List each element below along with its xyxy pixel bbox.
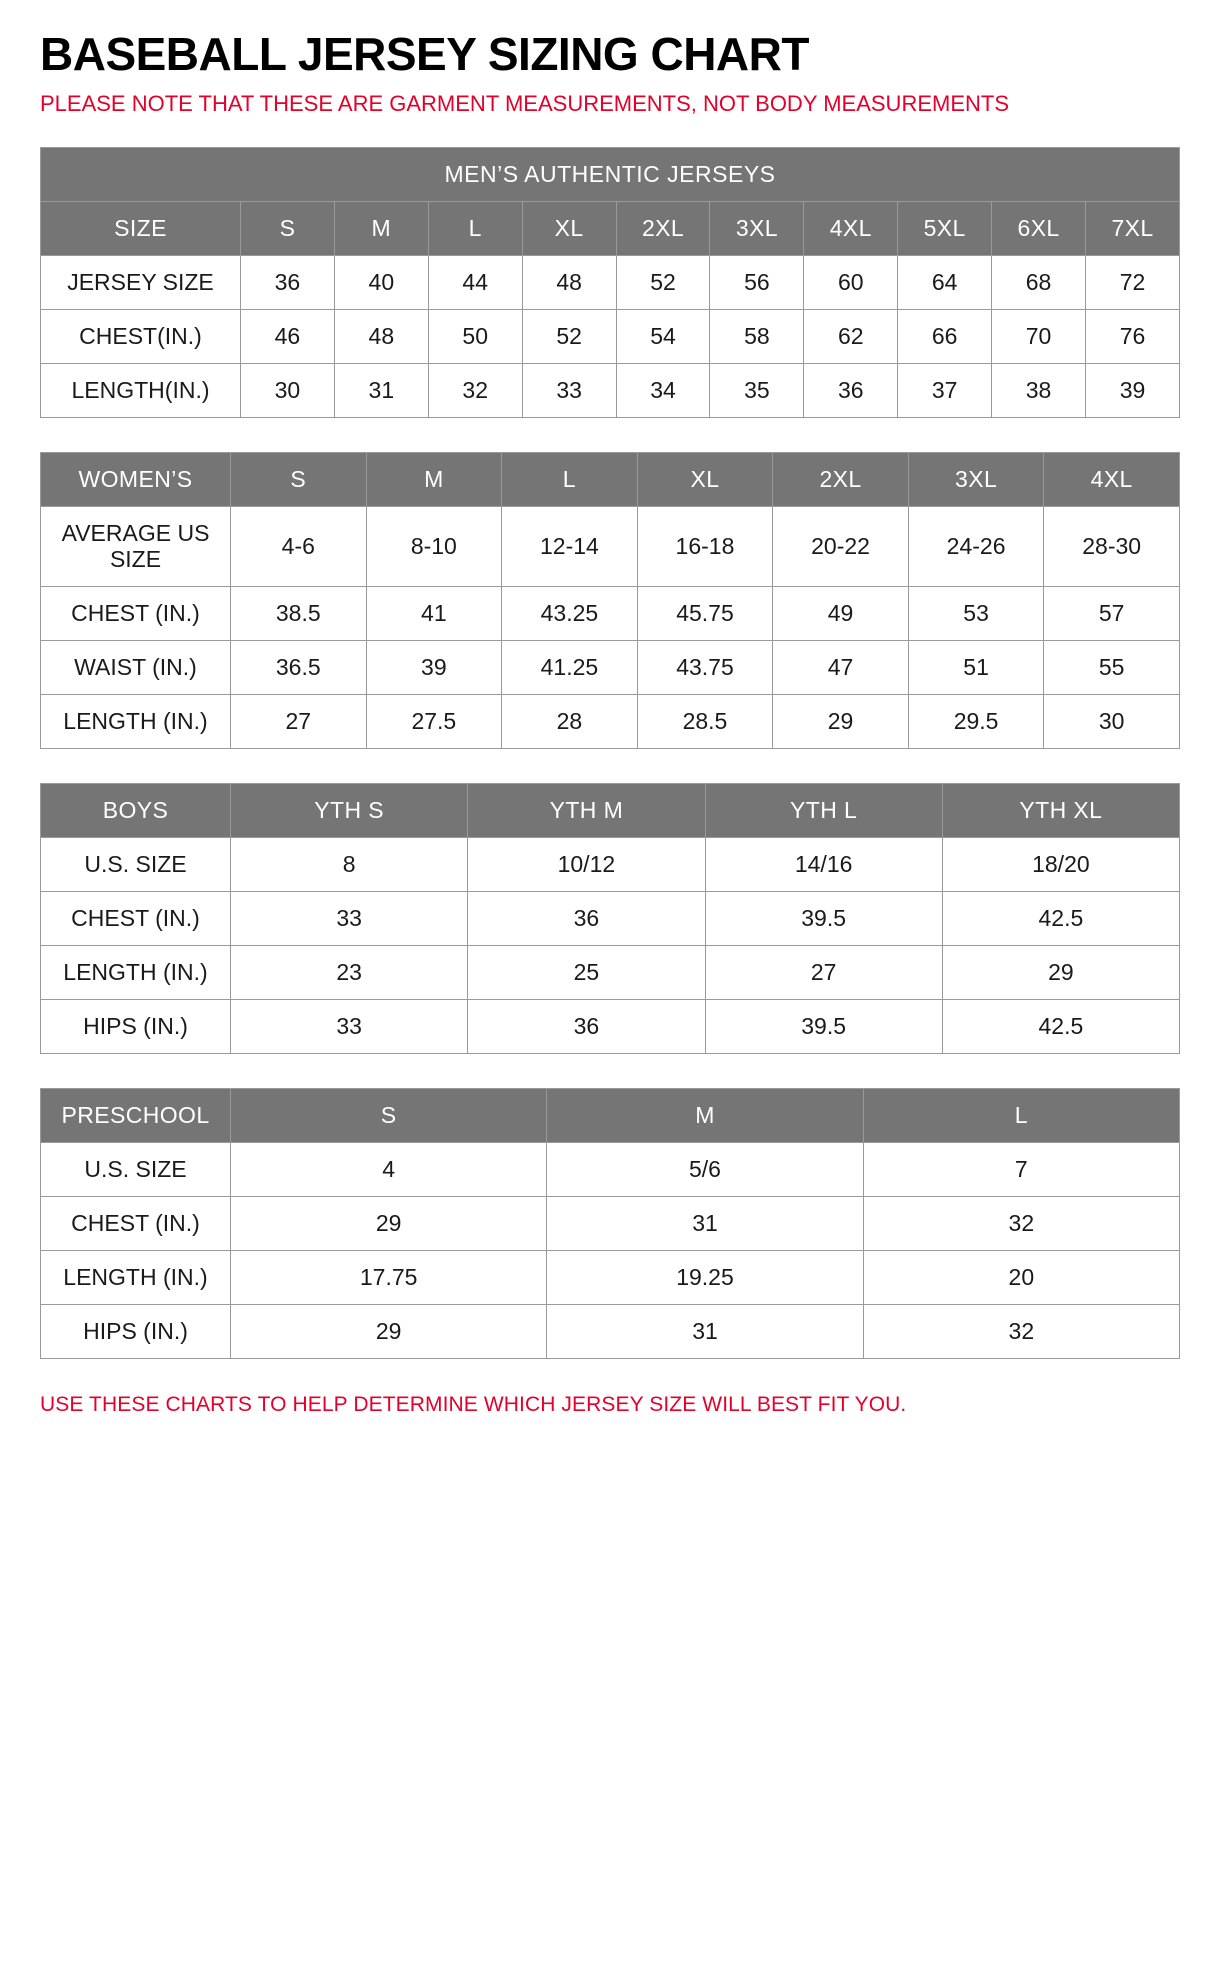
womens-row-1-val-0: 38.5: [231, 586, 367, 640]
womens-row-0-val-5: 24-26: [908, 506, 1044, 586]
mens-col-5: 2XL: [616, 201, 710, 255]
preschool-row-1-label: CHEST (IN.): [41, 1196, 231, 1250]
womens-header-row: [41, 452, 1180, 506]
mens-row-2-val-9: 39: [1086, 363, 1180, 417]
boys-row-2-val-1: 25: [468, 945, 705, 999]
table-row: [41, 891, 1180, 945]
womens-row-3-label: LENGTH (IN.): [41, 694, 231, 748]
table-row: [41, 363, 1180, 417]
womens-row-2-val-3: 43.75: [637, 640, 773, 694]
womens-row-1-val-6: 57: [1044, 586, 1180, 640]
preschool-col-3: L: [863, 1088, 1179, 1142]
boys-row-0-val-1: 10/12: [468, 837, 705, 891]
preschool-row-0-val-0: 4: [231, 1142, 547, 1196]
womens-row-2-val-2: 41.25: [502, 640, 638, 694]
mens-row-2-val-8: 38: [992, 363, 1086, 417]
womens-col-6: 3XL: [908, 452, 1044, 506]
mens-col-4: XL: [522, 201, 616, 255]
mens-col-0: SIZE: [41, 201, 241, 255]
womens-row-0-val-1: 8-10: [366, 506, 502, 586]
womens-col-4: XL: [637, 452, 773, 506]
boys-col-4: YTH XL: [942, 783, 1179, 837]
boys-col-3: YTH L: [705, 783, 942, 837]
womens-col-3: L: [502, 452, 638, 506]
preschool-row-3-val-2: 32: [863, 1304, 1179, 1358]
boys-row-1-val-0: 33: [231, 891, 468, 945]
womens-row-0-label: AVERAGE US SIZE: [41, 506, 231, 586]
mens-row-2-val-5: 35: [710, 363, 804, 417]
mens-row-0-val-3: 48: [522, 255, 616, 309]
mens-row-1-val-6: 62: [804, 309, 898, 363]
table-row: [41, 586, 1180, 640]
boys-header-row: [41, 783, 1180, 837]
mens-col-9: 6XL: [992, 201, 1086, 255]
mens-col-2: M: [334, 201, 428, 255]
womens-sizing-table: [40, 452, 1180, 749]
womens-row-3-val-4: 29: [773, 694, 909, 748]
boys-row-1-val-1: 36: [468, 891, 705, 945]
boys-col-2: YTH M: [468, 783, 705, 837]
mens-banner-row: [41, 147, 1180, 201]
boys-row-3-val-2: 39.5: [705, 999, 942, 1053]
mens-row-2-val-2: 32: [428, 363, 522, 417]
womens-row-2-val-1: 39: [366, 640, 502, 694]
preschool-row-2-val-0: 17.75: [231, 1250, 547, 1304]
preschool-row-2-val-1: 19.25: [547, 1250, 863, 1304]
mens-col-6: 3XL: [710, 201, 804, 255]
boys-table-body: [41, 783, 1180, 1053]
womens-row-2-label: WAIST (IN.): [41, 640, 231, 694]
mens-row-1-val-7: 66: [898, 309, 992, 363]
womens-col-0: WOMEN’S: [41, 452, 231, 506]
mens-row-1-val-5: 58: [710, 309, 804, 363]
mens-row-1-val-2: 50: [428, 309, 522, 363]
footer-note: USE THESE CHARTS TO HELP DETERMINE WHICH JERSEY SIZE WILL BEST FIT YOU.: [40, 1392, 907, 1416]
boys-row-3-val-3: 42.5: [942, 999, 1179, 1053]
mens-row-0-val-2: 44: [428, 255, 522, 309]
preschool-row-3-val-1: 31: [547, 1304, 863, 1358]
mens-col-7: 4XL: [804, 201, 898, 255]
womens-col-7: 4XL: [1044, 452, 1180, 506]
mens-row-2-label: LENGTH(IN.): [41, 363, 241, 417]
womens-row-2-val-5: 51: [908, 640, 1044, 694]
mens-col-10: 7XL: [1086, 201, 1180, 255]
womens-row-1-val-5: 53: [908, 586, 1044, 640]
preschool-row-0-val-2: 7: [863, 1142, 1179, 1196]
mens-row-0-val-8: 68: [992, 255, 1086, 309]
table-row: [41, 837, 1180, 891]
table-row: [41, 945, 1180, 999]
womens-row-3-val-5: 29.5: [908, 694, 1044, 748]
mens-col-8: 5XL: [898, 201, 992, 255]
mens-row-1-label: CHEST(IN.): [41, 309, 241, 363]
womens-row-0-val-6: 28-30: [1044, 506, 1180, 586]
preschool-row-0-label: U.S. SIZE: [41, 1142, 231, 1196]
mens-banner-label: MEN’S AUTHENTIC JERSEYS: [41, 147, 1180, 201]
mens-row-1-val-1: 48: [334, 309, 428, 363]
mens-table-body: [41, 147, 1180, 417]
preschool-row-1-val-1: 31: [547, 1196, 863, 1250]
boys-row-2-val-0: 23: [231, 945, 468, 999]
mens-row-0-val-1: 40: [334, 255, 428, 309]
mens-row-0-val-7: 64: [898, 255, 992, 309]
womens-row-0-val-3: 16-18: [637, 506, 773, 586]
boys-row-1-val-3: 42.5: [942, 891, 1179, 945]
table-row: [41, 1196, 1180, 1250]
womens-row-3-val-2: 28: [502, 694, 638, 748]
womens-row-3-val-1: 27.5: [366, 694, 502, 748]
boys-row-3-label: HIPS (IN.): [41, 999, 231, 1053]
boys-row-0-val-3: 18/20: [942, 837, 1179, 891]
womens-row-0-val-2: 12-14: [502, 506, 638, 586]
womens-row-1-val-4: 49: [773, 586, 909, 640]
mens-row-2-val-7: 37: [898, 363, 992, 417]
measurement-note: PLEASE NOTE THAT THESE ARE GARMENT MEASUREMENTS, NOT BODY MEASUREMENTS: [40, 91, 1010, 117]
mens-row-1-val-4: 54: [616, 309, 710, 363]
mens-col-3: L: [428, 201, 522, 255]
mens-col-1: S: [241, 201, 335, 255]
womens-row-0-val-0: 4-6: [231, 506, 367, 586]
mens-row-0-val-5: 56: [710, 255, 804, 309]
womens-col-1: S: [231, 452, 367, 506]
mens-row-2-val-4: 34: [616, 363, 710, 417]
boys-col-1: YTH S: [231, 783, 468, 837]
table-row: [41, 1142, 1180, 1196]
preschool-row-2-val-2: 20: [863, 1250, 1179, 1304]
preschool-row-0-val-1: 5/6: [547, 1142, 863, 1196]
womens-row-1-val-3: 45.75: [637, 586, 773, 640]
boys-row-0-val-2: 14/16: [705, 837, 942, 891]
preschool-sizing-table: [40, 1088, 1180, 1359]
preschool-row-2-label: LENGTH (IN.): [41, 1250, 231, 1304]
preschool-row-3-label: HIPS (IN.): [41, 1304, 231, 1358]
boys-row-2-label: LENGTH (IN.): [41, 945, 231, 999]
preschool-header-row: [41, 1088, 1180, 1142]
womens-table-body: [41, 452, 1180, 748]
preschool-col-2: M: [547, 1088, 863, 1142]
preschool-table-body: [41, 1088, 1180, 1358]
mens-row-1-val-0: 46: [241, 309, 335, 363]
boys-row-1-label: CHEST (IN.): [41, 891, 231, 945]
mens-row-0-label: JERSEY SIZE: [41, 255, 241, 309]
table-row: [41, 309, 1180, 363]
preschool-col-1: S: [231, 1088, 547, 1142]
boys-row-0-val-0: 8: [231, 837, 468, 891]
mens-row-1-val-8: 70: [992, 309, 1086, 363]
womens-row-1-val-1: 41: [366, 586, 502, 640]
womens-row-2-val-4: 47: [773, 640, 909, 694]
table-row: [41, 640, 1180, 694]
boys-row-1-val-2: 39.5: [705, 891, 942, 945]
womens-row-1-label: CHEST (IN.): [41, 586, 231, 640]
mens-row-2-val-1: 31: [334, 363, 428, 417]
womens-row-3-val-0: 27: [231, 694, 367, 748]
mens-row-0-val-9: 72: [1086, 255, 1180, 309]
womens-row-3-val-3: 28.5: [637, 694, 773, 748]
mens-row-0-val-6: 60: [804, 255, 898, 309]
page-title: BASEBALL JERSEY SIZING CHART: [40, 28, 809, 80]
mens-row-1-val-9: 76: [1086, 309, 1180, 363]
preschool-row-1-val-0: 29: [231, 1196, 547, 1250]
table-row: [41, 506, 1180, 586]
table-row: [41, 694, 1180, 748]
mens-row-2-val-0: 30: [241, 363, 335, 417]
boys-row-3-val-1: 36: [468, 999, 705, 1053]
boys-row-3-val-0: 33: [231, 999, 468, 1053]
mens-row-0-val-4: 52: [616, 255, 710, 309]
mens-row-0-val-0: 36: [241, 255, 335, 309]
womens-col-2: M: [366, 452, 502, 506]
table-row: [41, 255, 1180, 309]
womens-row-2-val-6: 55: [1044, 640, 1180, 694]
womens-row-3-val-6: 30: [1044, 694, 1180, 748]
preschool-col-0: PRESCHOOL: [41, 1088, 231, 1142]
mens-row-1-val-3: 52: [522, 309, 616, 363]
womens-row-1-val-2: 43.25: [502, 586, 638, 640]
table-row: [41, 1250, 1180, 1304]
boys-row-2-val-2: 27: [705, 945, 942, 999]
table-row: [41, 999, 1180, 1053]
preschool-row-3-val-0: 29: [231, 1304, 547, 1358]
boys-col-0: BOYS: [41, 783, 231, 837]
boys-sizing-table: [40, 783, 1180, 1054]
womens-row-0-val-4: 20-22: [773, 506, 909, 586]
womens-col-5: 2XL: [773, 452, 909, 506]
womens-row-2-val-0: 36.5: [231, 640, 367, 694]
mens-sizing-table: [40, 147, 1180, 418]
mens-row-2-val-6: 36: [804, 363, 898, 417]
mens-row-2-val-3: 33: [522, 363, 616, 417]
boys-row-0-label: U.S. SIZE: [41, 837, 231, 891]
table-row: [41, 1304, 1180, 1358]
preschool-row-1-val-2: 32: [863, 1196, 1179, 1250]
boys-row-2-val-3: 29: [942, 945, 1179, 999]
mens-header-row: [41, 201, 1180, 255]
